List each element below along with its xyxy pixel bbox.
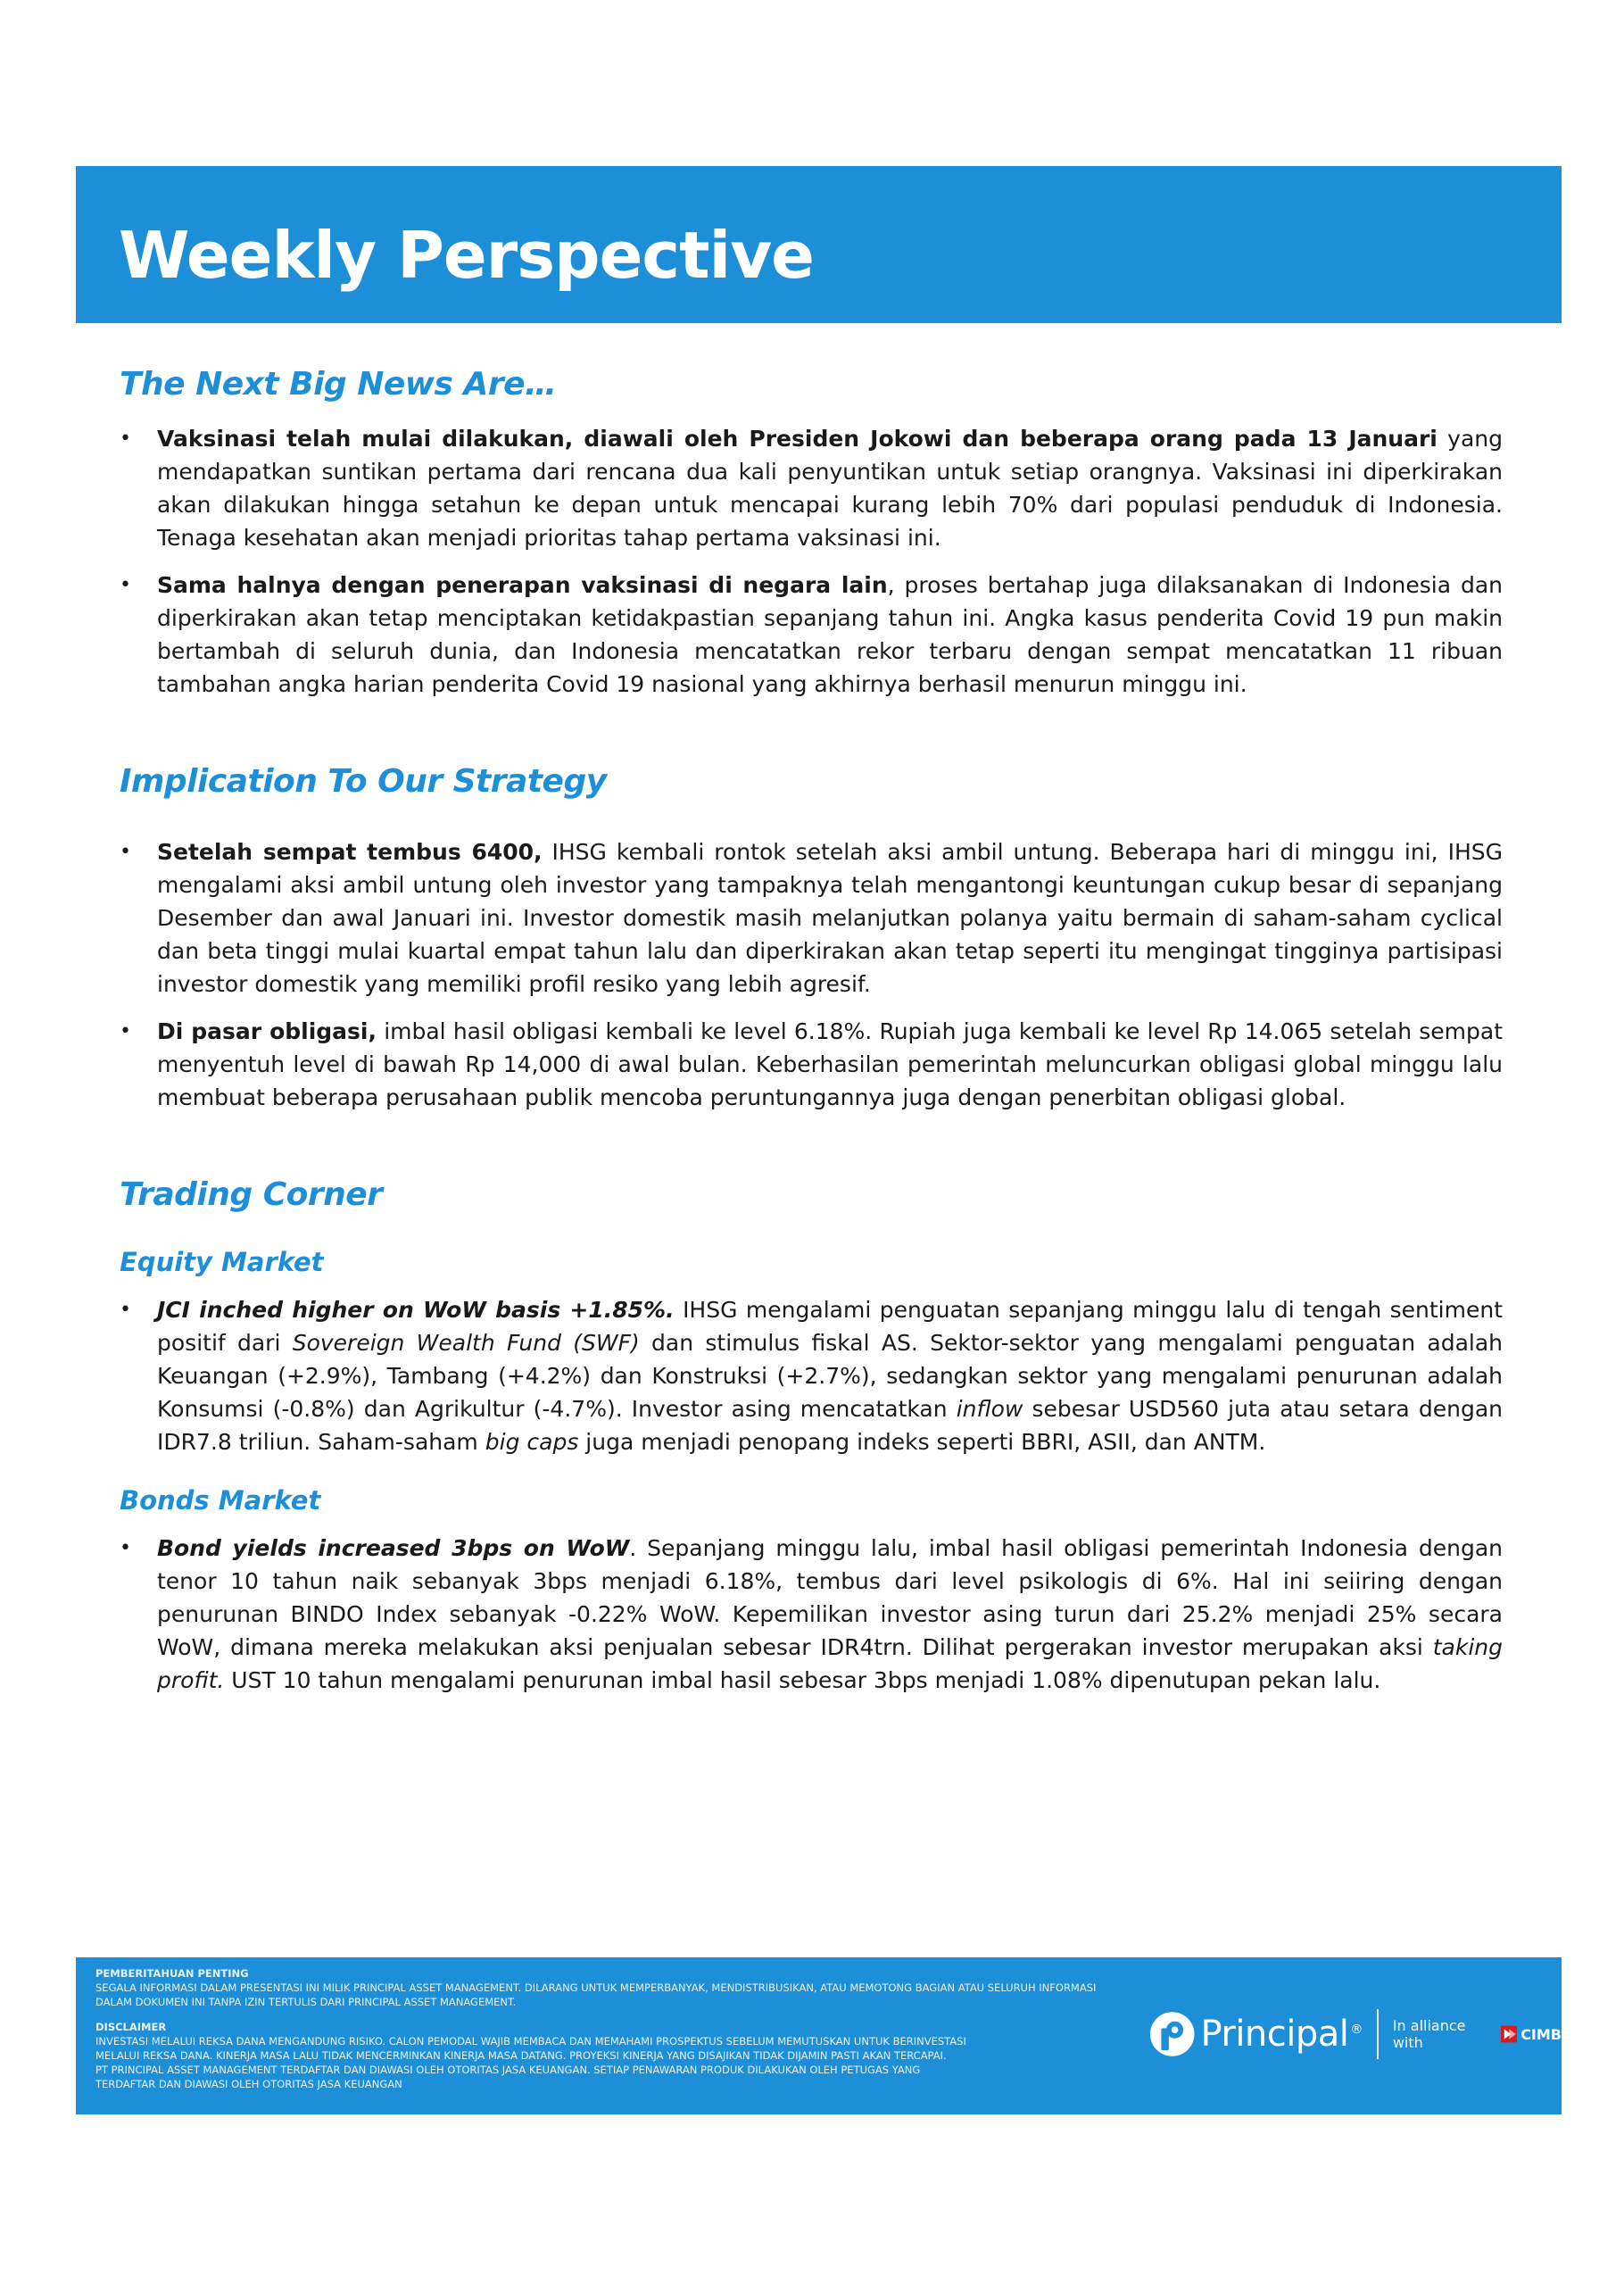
- notice-text: DALAM DOKUMEN INI TANPA IZIN TERTULIS DARI PRINCIPAL ASSET MANAGEMENT.: [95, 1996, 517, 2008]
- bullet-lead: Vaksinasi telah mulai dilakukan, diawali oleh Presiden Jokowi dan beberapa orang pada 13 Januari: [157, 426, 1438, 452]
- bullet-italic: Sovereign Wealth Fund (SWF): [292, 1330, 640, 1356]
- cimb-text: CIMB: [1520, 2025, 1562, 2043]
- bullet-lead: Setelah sempat tembus 6400,: [157, 839, 543, 865]
- section-title-trading: Trading Corner: [120, 1176, 383, 1213]
- bullet-lead: JCI inched higher on WoW basis +1.85%.: [157, 1297, 675, 1323]
- list-item: [120, 1015, 1503, 1114]
- strategy-bullet-list: [120, 835, 1503, 1114]
- subsection-title-equity: Equity Market: [120, 1247, 324, 1277]
- alliance-text: In alliance with: [1392, 2017, 1466, 2051]
- subsection-title-bonds: Bonds Market: [120, 1485, 321, 1516]
- bullet-text: imbal hasil obligasi kembali ke level 6.18%. Rupiah juga kembali ke level Rp 14.065 setelah sempat menyentuh level di bawah Rp 14,000 di awal bulan. Keberhasilan pemerintah meluncurkan obligasi global minggu lalu membuat beberapa perusahaan publik mencoba peruntungannya juga dengan penerbitan obligasi global.: [157, 1018, 1504, 1110]
- registered-mark: ®: [1350, 2022, 1363, 2037]
- logo-wordmark: [1200, 2014, 1362, 2055]
- list-item: [120, 569, 1503, 701]
- section-title-strategy: Implication To Our Strategy: [120, 763, 607, 800]
- list-item: [120, 835, 1503, 1001]
- disclaimer-text: TERDAFTAR DAN DIAWASI OLEH OTORITAS JASA KEUANGAN: [95, 2078, 402, 2090]
- list-item: [120, 1293, 1503, 1458]
- bullet-text: . Sepanjang minggu lalu, imbal hasil obligasi pemerintah Indonesia dengan tenor 10 tahun naik sebanyak 3bps menjadi 6.18%, tembus dari level psikologis di 6%. Hal ini seiiring dengan penurunan BINDO Index sebanyak -0.22% WoW. Kepemilikan investor asing turun dari 25.2% menjadi 25% secara WoW, dimana mereka melakukan aksi penjualan sebesar IDR4trn. Dilihat pergerakan investor merupakan aksi: [157, 1535, 1503, 1660]
- notice-text: SEGALA INFORMASI DALAM PRESENTASI INI MILIK PRINCIPAL ASSET MANAGEMENT. DILARANG UNTUK MEMPERBANYAK, MENDISTRIBUSIKAN, ATAU MEMOTONG BAGIAN ATAU SELURUH INFORMASI: [95, 1981, 1097, 1994]
- bullet-italic: taking profit.: [157, 1634, 1503, 1693]
- news-bullet-list: [120, 422, 1503, 701]
- section-title-news: The Next Big News Are…: [120, 366, 557, 403]
- bullet-text: juga menjadi penopang indeks seperti BBRI, ASII, dan ANTM.: [578, 1429, 1266, 1455]
- cimb-logo-icon: [1501, 2025, 1518, 2043]
- bullet-text: yang mendapatkan suntikan pertama dari rencana dua kali penyuntikan untuk setiap orangnya. Vaksinasi ini diperkirakan akan dilakukan hingga setahun ke depan untuk mencapai kurang lebih 70% dari populasi penduduk di Indonesia. Tenaga kesehatan akan menjadi prioritas tahap pertama vaksinasi ini.: [157, 426, 1503, 551]
- bullet-text: sebesar USD560 juta atau setara dengan IDR7.8 triliun. Saham-saham: [157, 1396, 1503, 1455]
- main-content: [120, 366, 1503, 1697]
- list-item: [120, 1532, 1503, 1697]
- disclaimer-title: DISCLAIMER: [95, 2021, 167, 2033]
- list-item: [120, 422, 1503, 554]
- bullet-text: UST 10 tahun mengalami penurunan imbal hasil sebesar 3bps menjadi 1.08% dipenutupan pekan lalu.: [224, 1667, 1381, 1693]
- bullet-lead: Bond yields increased 3bps on WoW: [157, 1535, 630, 1561]
- principal-logo-icon: [1149, 2010, 1195, 2058]
- bonds-bullet-list: [120, 1532, 1503, 1697]
- notice-title: PEMBERITAHUAN PENTING: [95, 1967, 249, 1980]
- equity-bullet-list: [120, 1293, 1503, 1458]
- footer-banner: [76, 1957, 1562, 2114]
- footer-legal-text: [95, 1966, 1193, 2091]
- bullet-italic: big caps: [485, 1429, 579, 1455]
- disclaimer-text: PT PRINCIPAL ASSET MANAGEMENT TERDAFTAR DAN DIAWASI OLEH OTORITAS JASA KEUANGAN. SETIAP PENAWARAN PRODUK DILAKUKAN OLEH PETUGAS YANG: [95, 2064, 921, 2076]
- logo-text: Principal: [1200, 2014, 1349, 2055]
- disclaimer-text: MELALUI REKSA DANA. KINERJA MASA LALU TIDAK MENCERMINKAN KINERJA MASA DATANG. PROYEKSI KINERJA YANG DISAJIKAN TIDAK DIJAMIN PASTI AKAN TERCAPAI.: [95, 2049, 947, 2062]
- logo-divider: [1377, 2009, 1379, 2059]
- bullet-text: , proses bertahap juga dilaksanakan di Indonesia dan diperkirakan akan tetap menciptakan ketidakpastian sepanjang tahun ini. Angka kasus penderita Covid 19 pun makin bertambah di seluruh dunia, dan Indonesia mencatatkan rekor terbaru dengan sempat mencatatkan 11 ribuan tambahan angka harian penderita Covid 19 nasional yang akhirnya berhasil menurun minggu ini.: [157, 572, 1503, 697]
- bullet-text: dan stimulus fiskal AS. Sektor-sektor yang mengalami penguatan adalah Keuangan (+2.9%), Tambang (+4.2%) dan Konstruksi (+2.7%), sedangkan sektor yang mengalami penurunan adalah Konsumsi (-0.8%) dan Agrikultur (-4.7%). Investor asing mencatatkan: [157, 1330, 1503, 1422]
- bullet-text: IHSG kembali rontok setelah aksi ambil untung. Beberapa hari di minggu ini, IHSG mengalami aksi ambil untung oleh investor yang tampaknya telah mengantongi keuntungan cukup besar di sepanjang Desember dan awal Januari ini. Investor domestik masih melanjutkan polanya yaitu bermain di saham-saham cyclical dan beta tinggi mulai kuartal empat tahun lalu dan diperkirakan akan tetap seperti itu mengingat tingginya partisipasi investor domestik yang memiliki profil resiko yang lebih agresif.: [157, 839, 1503, 997]
- page-title: Weekly Perspective: [119, 218, 814, 293]
- header-banner: [76, 166, 1562, 323]
- alliance-label: [1393, 2017, 1562, 2051]
- disclaimer-text: INVESTASI MELALUI REKSA DANA MENGANDUNG RISIKO. CALON PEMODAL WAJIB MEMBACA DAN MEMAHAMI PROSPEKTUS SEBELUM MEMUTUSKAN UNTUK BERINVESTASI: [95, 2035, 966, 2048]
- bullet-text: IHSG mengalami penguatan sepanjang minggu lalu di tengah sentiment positif dari: [157, 1297, 1503, 1356]
- bullet-lead: Di pasar obligasi,: [157, 1018, 377, 1044]
- bullet-lead: Sama halnya dengan penerapan vaksinasi di negara lain: [157, 572, 888, 598]
- principal-logo: [1149, 1998, 1562, 2070]
- bullet-italic: inflow: [956, 1396, 1023, 1422]
